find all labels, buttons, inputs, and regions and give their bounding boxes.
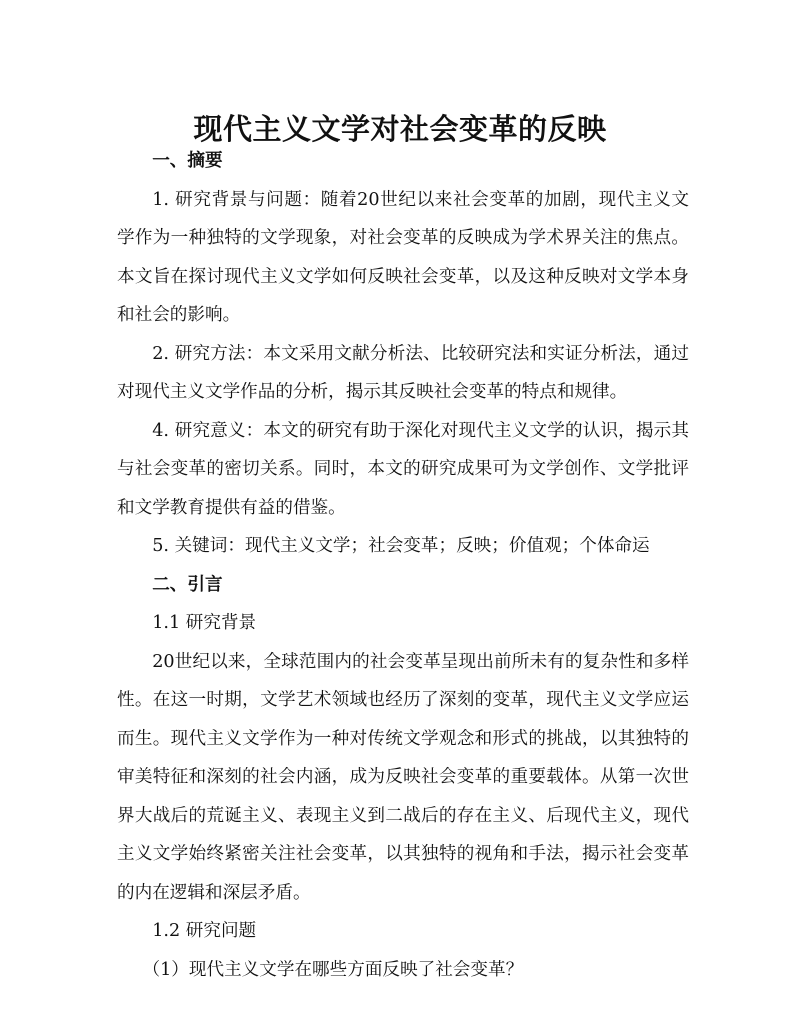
subsection-heading-questions: 1.2 研究问题 — [152, 921, 257, 941]
abstract-item-background: 1. 研究背景与问题：随着20世纪以来社会变革的加剧，现代主义文学作为一种独特的文学现象，对社会变革的反映成为学术界关注的焦点。本文旨在探讨现代主义文学如何反映社会变革，以及这种反映对文学本身和社会的影响。 — [117, 189, 689, 325]
abstract-item-keywords: 5. 关键词：现代主义文学；社会变革；反映；价值观；个体命运 — [152, 536, 650, 556]
abstract-item-significance: 4. 研究意义：本文的研究有助于深化对现代主义文学的认识，揭示其与社会变革的密切关系。同时，本文的研究成果可为文学创作、文学批评和文学教育提供有益的借鉴。 — [117, 420, 689, 518]
section-heading-introduction: 二、引言 — [152, 574, 223, 595]
document-title: 现代主义文学对社会变革的反映 — [193, 112, 607, 147]
abstract-item-method: 2. 研究方法：本文采用文献分析法、比较研究法和实证分析法，通过对现代主义文学作品的分析，揭示其反映社会变革的特点和规律。 — [117, 343, 689, 402]
background-paragraph: 20世纪以来，全球范围内的社会变革呈现出前所未有的复杂性和多样性。在这一时期，文学艺术领域也经历了深刻的变革，现代主义文学应运而生。现代主义文学作为一种对传统文学观念和形式的挑战，以其独特的审美特征和深刻的社会内涵，成为反映社会变革的重要载体。从第一次世界大战后的荒诞主义、表现主义到二战后的存在主义、后现代主义，现代主义文学始终紧密关注社会变革，以其独特的视角和手法，揭示社会变革的内在逻辑和深层矛盾。 — [117, 651, 689, 903]
section-heading-abstract: 一、摘要 — [152, 151, 223, 171]
document-body — [117, 142, 689, 989]
subsection-heading-background: 1.1 研究背景 — [152, 613, 257, 633]
research-question-1: （1）现代主义文学在哪些方面反映了社会变革？ — [142, 959, 524, 980]
